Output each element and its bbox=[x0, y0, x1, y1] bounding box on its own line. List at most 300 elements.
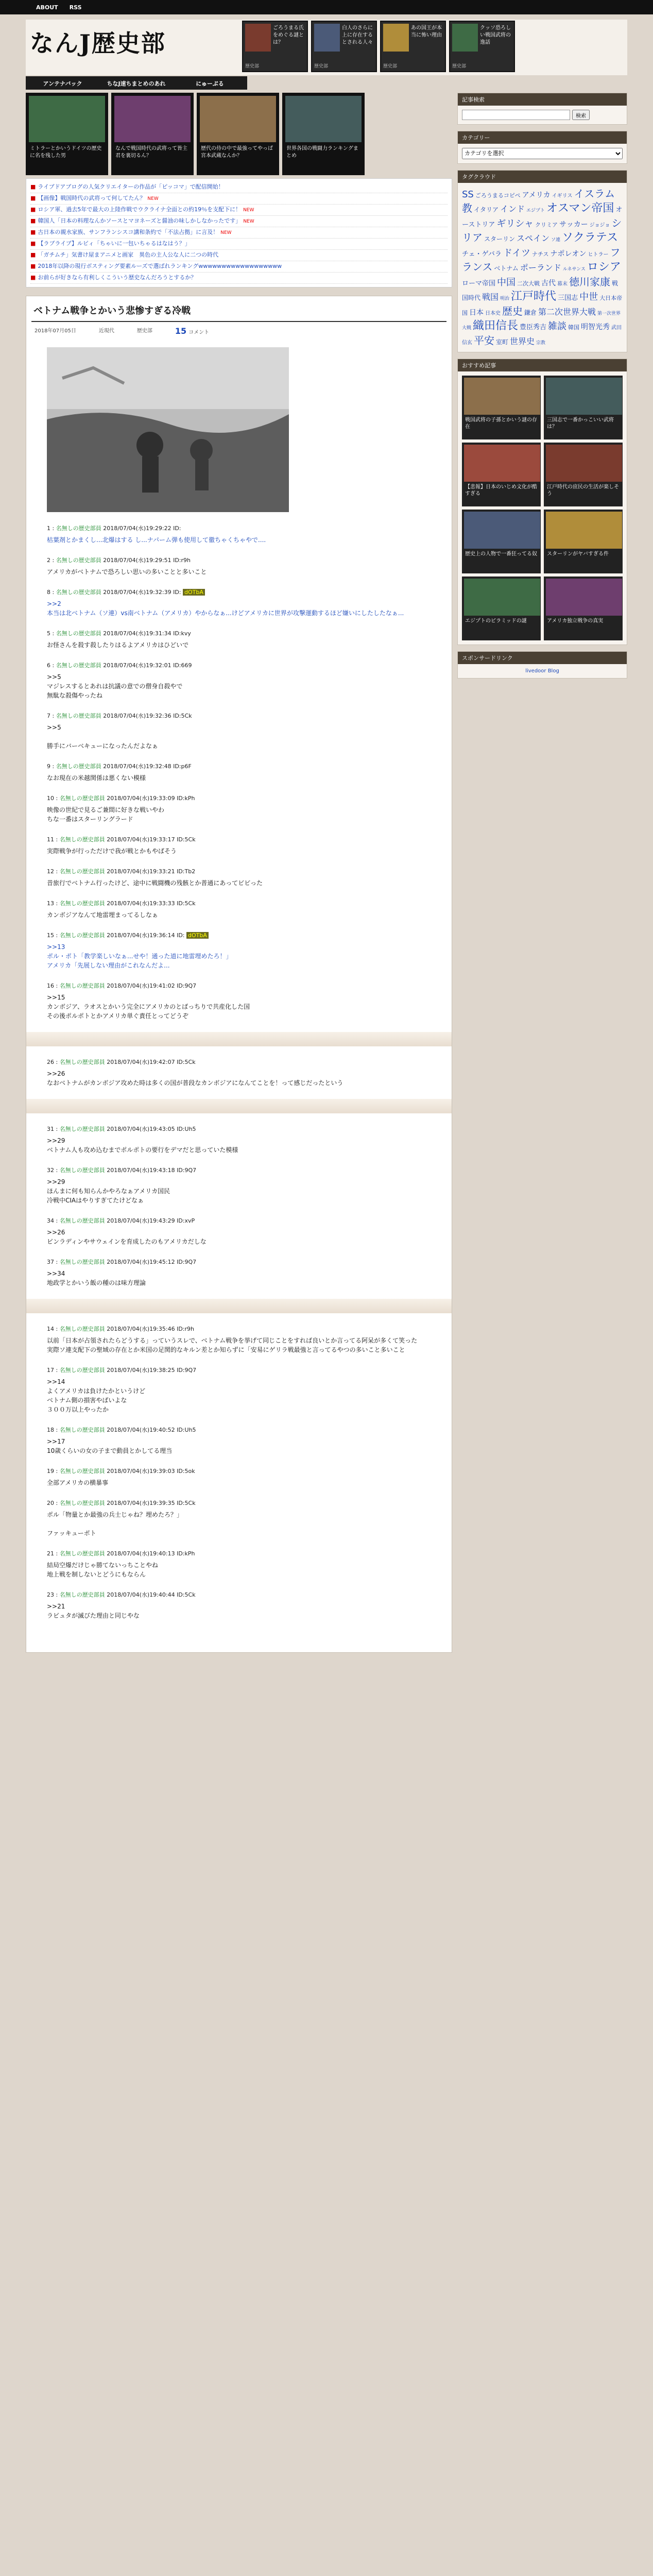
recommend-card[interactable] bbox=[544, 443, 623, 506]
tag-link[interactable]: 韓国 bbox=[568, 324, 580, 331]
comment bbox=[47, 711, 431, 762]
recommend-image bbox=[546, 579, 622, 616]
comment-date: 2018/07/04(水)19:32:39 bbox=[103, 589, 171, 596]
comment-header: 10 : 名無しの歴史部員 2018/07/04(水)19:33:09 ID:kPh bbox=[47, 795, 195, 802]
tag-link[interactable]: 明治 bbox=[500, 296, 510, 302]
comment-date: 2018/07/04(水)19:40:13 bbox=[107, 1550, 175, 1557]
comment-author: 名無しの歴史部員 bbox=[59, 836, 105, 843]
tag-link[interactable]: 日本史 bbox=[485, 310, 501, 316]
comment-id: ID:5Ck bbox=[177, 1500, 196, 1506]
comment-body: >>15 カンボジア、ラオスとかいう完全にアメリカのとばっちりで共産化した国 その後ポルポトとかアメリカ単ぐ責任とってどうぞ bbox=[47, 994, 250, 1020]
comment bbox=[47, 762, 431, 794]
comment-id: ID:5Ck bbox=[177, 836, 196, 843]
article bbox=[26, 296, 452, 1653]
comment-number[interactable]: 2 bbox=[47, 557, 50, 564]
comment-header: 23 : 名無しの歴史部員 2018/07/04(水)19:40:44 ID:5Ck bbox=[47, 1591, 196, 1598]
headline-item[interactable] bbox=[30, 273, 448, 284]
comment-id: ID:9Q7 bbox=[177, 1167, 197, 1174]
sponsor-title: スポンサードリンク bbox=[458, 652, 627, 664]
comment-number[interactable]: 8 bbox=[47, 589, 50, 596]
comment-author: 名無しの歴史部員 bbox=[59, 795, 105, 802]
thumb-caption: ごろうまる氏をめぐる謎とは？ bbox=[273, 25, 304, 45]
comment-id: ID: bbox=[173, 525, 181, 532]
comment-body: 全部アメリカの横暴事 bbox=[47, 1479, 109, 1486]
tag-link[interactable]: 室町 bbox=[496, 338, 509, 346]
comment-author: 名無しの歴史部員 bbox=[56, 763, 101, 770]
tag-link[interactable]: スターリン bbox=[484, 235, 515, 243]
comment-author: 名無しの歴史部員 bbox=[59, 1550, 105, 1557]
comment-number[interactable]: 1 bbox=[47, 525, 50, 532]
comment-author: 名無しの歴史部員 bbox=[56, 525, 101, 532]
comment bbox=[47, 1426, 431, 1467]
comment-date: 2018/07/04(水)19:38:25 bbox=[107, 1367, 175, 1374]
comment-date: 2018/07/04(水)19:29:51 bbox=[103, 557, 171, 564]
headline-item[interactable] bbox=[30, 227, 448, 239]
headline-text: ロシア軍、過去5年で最大の上陸作戦でウクライナ全面との約19％を支配下に！ bbox=[38, 206, 242, 213]
comment-number[interactable]: 18 bbox=[47, 1427, 54, 1433]
thumb-image bbox=[383, 24, 409, 52]
tag-link[interactable]: インド bbox=[500, 204, 525, 214]
comment-body: 以前「日本が占領されたらどうする」っていうスレで、ベトナム戦争を挙げて同じことをすれば良いとか言ってる阿呆が多くて笑った 実際ソ連支配下の聖域の存在とか米国の足関的なキルン差とか知らずに「安易にゲリラ戦最強と言ってるやつの多いこと多いこと bbox=[47, 1337, 418, 1353]
search-input[interactable] bbox=[462, 110, 570, 120]
tag-link[interactable]: 織田信長 bbox=[473, 319, 519, 332]
comment-header: 32 : 名無しの歴史部員 2018/07/04(水)19:43:18 ID:9Q7 bbox=[47, 1167, 197, 1174]
comment-date: 2018/07/04(水)19:41:02 bbox=[107, 982, 175, 989]
comment-number[interactable]: 11 bbox=[47, 836, 54, 843]
header-thumb[interactable] bbox=[380, 21, 446, 72]
headline-text: 2018年以降の現行ボスティング要素ルーズで選ばれランキングwwwwwwwwwwwwwwwwww bbox=[38, 263, 282, 269]
thumb-caption: クッソ恐ろしい戦国武将の逸話 bbox=[480, 25, 511, 45]
comment-body: >>5 マジレスするとあれは抗議の意での僧身自殺やで 無駄な殺傷やったね bbox=[47, 673, 183, 699]
tag-link[interactable]: ナチス bbox=[531, 250, 549, 258]
comment-header: 34 : 名無しの歴史部員 2018/07/04(水)19:43:29 ID:xvP bbox=[47, 1217, 195, 1224]
comment-author: 名無しの歴史部員 bbox=[59, 1326, 105, 1332]
comment-body: 映像の世紀で見るご兼間に好きな戦いやわ ちな一番はスターリングラード bbox=[47, 806, 165, 823]
tag-link[interactable]: 豊臣秀吉 bbox=[520, 323, 547, 331]
article-title[interactable]: ベトナム戦争とかいう悲惨すぎる冷戦 bbox=[31, 301, 446, 322]
thumb-image bbox=[245, 24, 271, 52]
comment-number[interactable]: 9 bbox=[47, 763, 50, 770]
recommend-caption: 三国志で一番かっこいい武将は？ bbox=[547, 417, 614, 430]
tag-link[interactable]: 明智光秀 bbox=[581, 323, 610, 331]
bullet-icon: ■ bbox=[30, 183, 36, 190]
tag-link[interactable]: 雑談 bbox=[548, 320, 567, 332]
headline-item[interactable] bbox=[30, 239, 448, 250]
tag-link[interactable]: 平安 bbox=[474, 334, 494, 347]
tag-link[interactable]: ヒトラー bbox=[588, 251, 609, 258]
recommend-caption: 江戸時代の庶民の生活が楽しそう bbox=[547, 484, 619, 497]
new-badge: NEW bbox=[147, 196, 159, 201]
comment bbox=[47, 524, 431, 556]
comment bbox=[47, 1549, 431, 1590]
tag-link[interactable]: ポーランド bbox=[520, 263, 561, 273]
comment-body: >>29 ベトナム人も攻め込むまでポルポトの要行をデマだと思っていた模様 bbox=[47, 1137, 238, 1154]
tag-link[interactable]: 第一次世界大戦 bbox=[462, 311, 621, 331]
bullet-icon: ■ bbox=[30, 263, 36, 269]
comment-author: 名無しの歴史部員 bbox=[59, 1468, 105, 1475]
comment-count[interactable]: 15 コメント bbox=[175, 326, 210, 336]
comment-number[interactable]: 21 bbox=[47, 1550, 54, 1557]
comment bbox=[47, 867, 431, 899]
comment-id: ID:xvP bbox=[177, 1217, 195, 1224]
comment-number[interactable]: 15 bbox=[47, 932, 54, 939]
tag-link[interactable]: ルネサンス bbox=[562, 267, 586, 273]
rss-card[interactable] bbox=[111, 93, 194, 175]
article-tag[interactable]: 歴史部 bbox=[136, 328, 152, 334]
comment-date: 2018/07/04(水)19:29:22 bbox=[103, 525, 171, 532]
comment-header: 17 : 名無しの歴史部員 2018/07/04(水)19:38:25 ID:9Q7 bbox=[47, 1367, 197, 1374]
comment-id-badge: dOTbA bbox=[186, 932, 209, 939]
comment-header: 14 : 名無しの歴史部員 2018/07/04(水)19:35:46 ID:r9h bbox=[47, 1326, 195, 1332]
tag-link[interactable]: 歴史 bbox=[502, 304, 523, 317]
recommend-card[interactable] bbox=[544, 577, 623, 640]
comment-author: 名無しの歴史部員 bbox=[56, 589, 101, 596]
recommend-image bbox=[546, 378, 622, 415]
comment-author: 名無しの歴史部員 bbox=[59, 1059, 105, 1065]
recommend-caption: 【悲報】日本のいじめ文化が酷すぎる bbox=[465, 484, 537, 497]
comment-header: 7 : 名無しの歴史部員 2018/07/04(水)19:32:36 ID:5Ck bbox=[47, 713, 192, 719]
rss-image bbox=[200, 96, 276, 142]
site-header bbox=[26, 20, 627, 75]
headline-item[interactable] bbox=[30, 193, 448, 205]
headline-text: 古日本の親水家族、サンフランシスコ講和条約で「不法占拠」に言及！ bbox=[38, 229, 219, 235]
article-meta bbox=[35, 326, 443, 336]
tag-link[interactable]: ごろうまるコピペ bbox=[475, 192, 521, 199]
comment-date: 2018/07/04(水)19:33:09 bbox=[107, 795, 175, 802]
rss-caption: 世界各国の戦闘力ランキングまとめ bbox=[286, 146, 358, 159]
comment-body: >>34 地政学とかいう飯の種のは味方理論 bbox=[47, 1270, 146, 1286]
comment-body: 枯葉剤とかまくし...北爆はする し...ナパーム弾も使用して徹ちゃくちゃやで.... bbox=[47, 536, 266, 544]
bullet-icon: ■ bbox=[30, 251, 36, 258]
comment-body: お怪さんを殺す殺したりはるよアメリカはひどいで bbox=[47, 641, 189, 649]
comment-id: ID:kPh bbox=[177, 795, 195, 802]
comment-id: ID:9Q7 bbox=[177, 1367, 197, 1374]
tag-link[interactable]: 世界史 bbox=[510, 336, 535, 346]
comment bbox=[47, 556, 431, 588]
comment-number[interactable]: 13 bbox=[47, 900, 54, 907]
site-logo[interactable]: なんJ歴史部 bbox=[30, 29, 166, 57]
rss-image bbox=[29, 96, 105, 142]
comment-id: ID:5ok bbox=[177, 1468, 195, 1475]
article-category[interactable]: 近現代 bbox=[98, 328, 114, 334]
about-link[interactable]: ABOUT bbox=[36, 4, 58, 11]
rss-card[interactable] bbox=[26, 93, 108, 175]
comment-date: 2018/07/04(水)19:32:36 bbox=[103, 713, 171, 719]
tag-link[interactable]: ベトナム bbox=[494, 265, 519, 273]
header-thumb[interactable] bbox=[311, 21, 377, 72]
category-box bbox=[457, 131, 627, 164]
tag-link[interactable]: 大日本帝国 bbox=[462, 295, 623, 316]
comment-date: 2018/07/04(水)19:43:05 bbox=[107, 1126, 175, 1132]
new-badge: NEW bbox=[220, 230, 232, 235]
tag-link[interactable]: シリア bbox=[462, 216, 622, 244]
recommend-image bbox=[546, 445, 622, 482]
comment-date: 2018/07/04(水)19:43:29 bbox=[107, 1217, 175, 1224]
tag-link[interactable]: イギリス bbox=[552, 193, 573, 199]
rss-caption: 歴代の侍の中で最強ってやっぱ宮本武蔵なんか？ bbox=[201, 146, 273, 159]
comment-id: ID:9Q7 bbox=[177, 1259, 197, 1265]
recommend-card[interactable] bbox=[544, 510, 623, 573]
tag-link[interactable]: ドイツ bbox=[503, 247, 530, 259]
tag-link[interactable]: ジョジョ bbox=[589, 222, 610, 228]
recommend-image bbox=[464, 512, 540, 549]
headline-item[interactable] bbox=[30, 182, 448, 193]
comment-id: ID:669 bbox=[173, 662, 192, 669]
comment-author: 名無しの歴史部員 bbox=[56, 662, 101, 669]
comment-number[interactable]: 12 bbox=[47, 868, 54, 875]
tag-link[interactable]: ローマ帝国 bbox=[462, 279, 496, 287]
comment-id: ID:r9h bbox=[177, 1326, 195, 1332]
headline-text: 【画像】戦国時代の武将って何してたん？ bbox=[38, 195, 146, 201]
tag-link[interactable]: 中世 bbox=[579, 292, 598, 303]
comment-author: 名無しの歴史部員 bbox=[59, 1591, 105, 1598]
comment-header: 37 : 名無しの歴史部員 2018/07/04(水)19:45:12 ID:9Q7 bbox=[47, 1259, 197, 1265]
bullet-icon: ■ bbox=[30, 195, 36, 201]
headline-item[interactable] bbox=[30, 216, 448, 227]
tag-link[interactable]: ギリシャ bbox=[496, 218, 534, 229]
tag-link[interactable]: オスマン帝国 bbox=[546, 202, 614, 215]
tag-link[interactable]: フランス bbox=[462, 246, 621, 274]
comment-id: ID: bbox=[177, 932, 185, 939]
comment-body: >>14 よくアメリカは負けたかというけど ベトナム側の損害やばいよな ３００万以上やったか bbox=[47, 1378, 146, 1413]
comment-id: ID:Tb2 bbox=[177, 868, 196, 875]
comment-header: 12 : 名無しの歴史部員 2018/07/04(水)19:33:21 ID:Tb2 bbox=[47, 868, 196, 875]
comment-date: 2018/07/04(水)19:42:07 bbox=[107, 1059, 175, 1065]
comment-number[interactable]: 6 bbox=[47, 662, 50, 669]
comment-date: 2018/07/04(水)19:33:17 bbox=[107, 836, 175, 843]
tag-link[interactable]: 古代 bbox=[541, 279, 556, 287]
comment-author: 名無しの歴史部員 bbox=[59, 1167, 105, 1174]
comment-header: 5 : 名無しの歴史部員 2018/07/04(水)19:31:34 ID:kvy bbox=[47, 630, 191, 637]
comment bbox=[47, 1499, 431, 1549]
recommend-caption: エジプトのピラミッドの謎 bbox=[465, 618, 527, 624]
recommend-card[interactable] bbox=[462, 443, 541, 506]
header-thumb[interactable] bbox=[242, 21, 308, 72]
comment-divider bbox=[26, 1032, 452, 1046]
comment-number[interactable]: 17 bbox=[47, 1367, 54, 1374]
comment bbox=[47, 1258, 431, 1299]
tag-cloud-box bbox=[457, 170, 627, 352]
main-column bbox=[26, 93, 452, 1653]
comment-header: 20 : 名無しの歴史部員 2018/07/04(水)19:39:35 ID:5Ck bbox=[47, 1500, 196, 1506]
new-badge: NEW bbox=[243, 219, 254, 224]
comment-header: 31 : 名無しの歴史部員 2018/07/04(水)19:43:05 ID:Uh5 bbox=[47, 1126, 196, 1132]
comment-id: ID: bbox=[173, 589, 181, 596]
tag-link[interactable]: オーストリア bbox=[462, 206, 623, 229]
recommend-card[interactable] bbox=[462, 510, 541, 573]
comment-author: 名無しの歴史部員 bbox=[59, 1126, 105, 1132]
comment-author: 名無しの歴史部員 bbox=[59, 1500, 105, 1506]
comment bbox=[47, 588, 431, 629]
comment-header: 6 : 名無しの歴史部員 2018/07/04(水)19:32:01 ID:669 bbox=[47, 662, 192, 669]
headline-item[interactable] bbox=[30, 205, 448, 216]
comment-id: ID:9Q7 bbox=[177, 982, 197, 989]
tag-link[interactable]: サッカー bbox=[559, 220, 588, 229]
comment-author: 名無しの歴史部員 bbox=[56, 713, 101, 719]
sponsor-box bbox=[457, 651, 627, 679]
article-photo bbox=[47, 347, 289, 512]
comment-header: 11 : 名無しの歴史部員 2018/07/04(水)19:33:17 ID:5Ck bbox=[47, 836, 196, 843]
rss-card[interactable] bbox=[282, 93, 365, 175]
rss-card[interactable] bbox=[197, 93, 279, 175]
comment-body: ポル「物量とか最強の兵士じゃね？埋めたろ？」 ファッキューポト bbox=[47, 1511, 183, 1537]
tag-link[interactable]: 日本 bbox=[469, 308, 484, 317]
rss-caption: ミトラーとかいうドイツの歴史に名を残した男 bbox=[30, 146, 102, 159]
comment-id: ID:r9h bbox=[173, 557, 191, 564]
rss-image bbox=[285, 96, 362, 142]
catbar-link[interactable]: にゅーぷる bbox=[196, 80, 224, 87]
tag-link[interactable]: ソ連 bbox=[551, 238, 561, 243]
comment bbox=[47, 931, 431, 981]
thumb-site: 歴史部 bbox=[383, 64, 398, 69]
bullet-icon: ■ bbox=[30, 217, 36, 224]
tag-link[interactable]: イタリア bbox=[474, 206, 499, 214]
comment-id-badge: dOTbA bbox=[183, 589, 205, 596]
comment-header: 9 : 名無しの歴史部員 2018/07/04(水)19:32:48 ID:p6F bbox=[47, 763, 192, 770]
search-button[interactable]: 検索 bbox=[572, 110, 590, 120]
recommend-image bbox=[546, 512, 622, 549]
comment-author: 名無しの歴史部員 bbox=[59, 868, 105, 875]
comment-author: 名無しの歴史部員 bbox=[59, 932, 105, 939]
comment bbox=[47, 835, 431, 867]
comment bbox=[47, 1325, 431, 1366]
tag-link[interactable]: 三国志 bbox=[558, 294, 578, 302]
bullet-icon: ■ bbox=[30, 274, 36, 281]
recommend-card[interactable] bbox=[462, 376, 541, 439]
headline-text: 韓国人「日本の料理なんかソースとマヨネーズと醤油の味しかしなかったです」 bbox=[38, 217, 242, 224]
comment-author: 名無しの歴史部員 bbox=[59, 1259, 105, 1265]
recommend-card[interactable] bbox=[544, 376, 623, 439]
thumb-site: 歴史部 bbox=[245, 64, 260, 69]
comment-number[interactable]: 10 bbox=[47, 795, 54, 802]
comment-number[interactable]: 31 bbox=[47, 1126, 54, 1132]
headline-text: お前らが好きなら有利しくこういう歴史なんだろうとするか？ bbox=[38, 274, 197, 281]
tag-link[interactable]: 二次大戦 bbox=[517, 280, 540, 287]
category-bar bbox=[26, 76, 247, 90]
comment-date: 2018/07/04(水)19:39:35 bbox=[107, 1500, 175, 1506]
comment-id: ID:p6F bbox=[173, 763, 192, 770]
comment-number[interactable]: 19 bbox=[47, 1468, 54, 1475]
tag-cloud-title: タグクラウド bbox=[458, 171, 627, 183]
rss-link[interactable]: RSS bbox=[69, 4, 82, 11]
rss-caption: なんで戦国時代の武将って皆主君を裏切るん？ bbox=[115, 146, 187, 159]
comment-body: カンボジアなんて地雷埋まってるしなぁ bbox=[47, 911, 159, 919]
comment bbox=[47, 1216, 431, 1258]
tag-link[interactable]: 徳川家康 bbox=[569, 275, 611, 288]
tag-link[interactable]: 江戸時代 bbox=[511, 290, 557, 303]
tag-link[interactable]: 鎌倉 bbox=[524, 309, 537, 316]
tag-link[interactable]: ロシア bbox=[587, 261, 621, 274]
tag-link[interactable]: 幕末 bbox=[557, 281, 568, 287]
category-select[interactable] bbox=[462, 148, 623, 159]
tag-link[interactable]: SS bbox=[462, 189, 474, 200]
recommend-box bbox=[457, 359, 627, 645]
comment-number[interactable]: 34 bbox=[47, 1217, 54, 1224]
recommend-caption: 戦国武将の子孫とかいう謎の存在 bbox=[465, 417, 537, 430]
tag-link[interactable]: イスラム教 bbox=[462, 188, 615, 215]
comment-id: ID:5Ck bbox=[177, 900, 196, 907]
comment-id: ID:kvy bbox=[173, 630, 191, 637]
comment-number[interactable]: 32 bbox=[47, 1167, 54, 1174]
comment-divider bbox=[26, 1099, 452, 1113]
comment-header: 26 : 名無しの歴史部員 2018/07/04(水)19:42:07 ID:5Ck bbox=[47, 1059, 196, 1065]
catbar-link[interactable]: アンテナバック bbox=[43, 80, 82, 87]
tag-link[interactable]: 第二次世界大戦 bbox=[538, 307, 596, 317]
comment bbox=[47, 981, 431, 1032]
tag-link[interactable]: 中国 bbox=[497, 277, 516, 288]
headline-text: 【ラブライブ】ルビィ「ちゃいに一包いちゃるはなはう？」 bbox=[38, 240, 191, 247]
recommend-image bbox=[464, 579, 540, 616]
bullet-icon: ■ bbox=[30, 240, 36, 247]
comment-author: 名無しの歴史部員 bbox=[59, 900, 105, 907]
comment-header: 16 : 名無しの歴史部員 2018/07/04(水)19:41:02 ID:9Q7 bbox=[47, 982, 197, 989]
comment-author: 名無しの歴史部員 bbox=[59, 982, 105, 989]
comment-number[interactable]: 37 bbox=[47, 1259, 54, 1265]
tag-link[interactable]: チェ・ゲバラ bbox=[462, 250, 502, 258]
tag-link[interactable]: クリミア bbox=[535, 221, 558, 228]
comment-body: >>21 ラビュタが滅びた理由と同じやな bbox=[47, 1603, 140, 1619]
comment-date: 2018/07/04(水)19:35:46 bbox=[107, 1326, 175, 1332]
tag-link[interactable]: 戦国 bbox=[482, 292, 499, 302]
comment-number[interactable]: 20 bbox=[47, 1500, 54, 1506]
comment-date: 2018/07/04(水)19:32:48 bbox=[103, 763, 171, 770]
comment-date: 2018/07/04(水)19:40:44 bbox=[107, 1591, 175, 1598]
tag-link[interactable]: スペイン bbox=[517, 233, 550, 244]
thumb-site: 歴史部 bbox=[314, 64, 329, 69]
comment-number[interactable]: 26 bbox=[47, 1059, 54, 1065]
comment-header: 19 : 名無しの歴史部員 2018/07/04(水)19:39:03 ID:5ok bbox=[47, 1468, 195, 1475]
catbar-link[interactable]: ちなJ速ちまとめのあれ bbox=[107, 80, 166, 87]
thumb-caption: 白人のさらに上に存在するとされる人々 bbox=[342, 25, 373, 45]
comment-date: 2018/07/04(水)19:32:01 bbox=[103, 662, 171, 669]
comment-number[interactable]: 14 bbox=[47, 1326, 54, 1332]
tag-link[interactable]: ソクラテス bbox=[562, 231, 618, 245]
livedoor-link[interactable]: livedoor Blog bbox=[525, 668, 559, 674]
comment-date: 2018/07/04(水)19:43:18 bbox=[107, 1167, 175, 1174]
comment-author: 名無しの歴史部員 bbox=[59, 1367, 105, 1374]
search-box bbox=[457, 93, 627, 125]
comment-number[interactable]: 7 bbox=[47, 713, 50, 719]
tag-link[interactable]: 武田信玄 bbox=[462, 325, 622, 346]
comment-header: 2 : 名無しの歴史部員 2018/07/04(水)19:29:51 ID:r9h bbox=[47, 557, 191, 564]
comment-body: なお現在の米越関係は悪くない模様 bbox=[47, 774, 146, 782]
recommend-image bbox=[464, 445, 540, 482]
comment-number[interactable]: 23 bbox=[47, 1591, 54, 1598]
recommend-card[interactable] bbox=[462, 577, 541, 640]
recommend-caption: スターリンがヤバすぎる件 bbox=[547, 551, 609, 557]
comment-author: 名無しの歴史部員 bbox=[59, 1427, 105, 1433]
tag-link[interactable]: アメリカ bbox=[522, 191, 551, 199]
comment-body: 実際戦争が行っただけで我が戦とかもやばそう bbox=[47, 848, 177, 855]
headline-item[interactable] bbox=[30, 261, 448, 273]
comment-number[interactable]: 5 bbox=[47, 630, 50, 637]
comment-number[interactable]: 16 bbox=[47, 982, 54, 989]
tag-link[interactable]: 宗教 bbox=[536, 340, 546, 346]
comment-id: ID:5Ck bbox=[177, 1059, 196, 1065]
recommend-title: おすすめ記事 bbox=[458, 359, 627, 371]
comment-id: ID:kPh bbox=[177, 1550, 195, 1557]
tag-link[interactable]: エジプト bbox=[526, 208, 545, 214]
tag-link[interactable]: ナポレオン bbox=[550, 249, 587, 258]
comment bbox=[47, 1125, 431, 1166]
header-thumb[interactable] bbox=[449, 21, 515, 72]
thumb-caption: あの国王が本当に怖い理由 bbox=[411, 25, 442, 38]
comment-date: 2018/07/04(水)19:40:52 bbox=[107, 1427, 175, 1433]
comment-author: 名無しの歴史部員 bbox=[56, 630, 101, 637]
top-navbar bbox=[0, 0, 653, 14]
tag-link[interactable]: 戦国時代 bbox=[462, 279, 618, 302]
headline-item[interactable] bbox=[30, 250, 448, 261]
